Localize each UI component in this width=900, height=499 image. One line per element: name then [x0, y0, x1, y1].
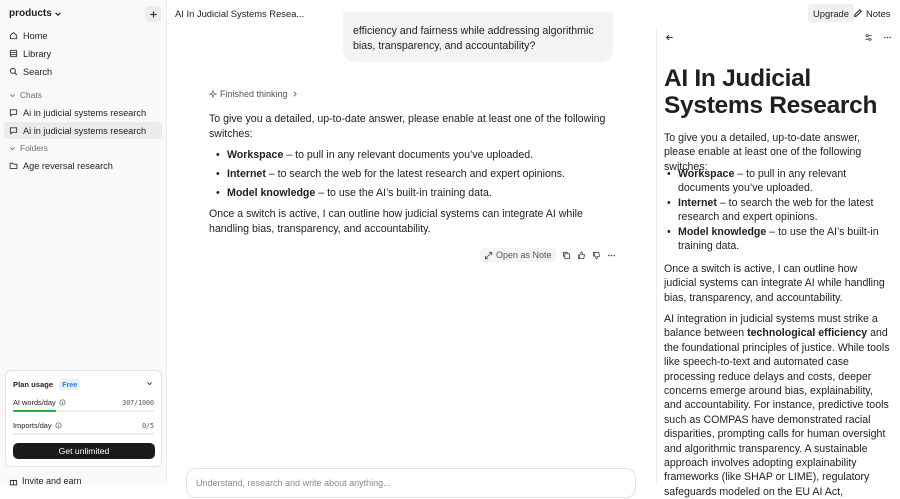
sidebar-item-label: Search: [23, 66, 53, 77]
chat-item[interactable]: [4, 104, 162, 121]
thumbs-up-icon[interactable]: [577, 251, 586, 260]
chats-section-header[interactable]: Chats: [9, 90, 42, 100]
workspace-name: products: [9, 8, 52, 19]
sidebar-item-label: Home: [23, 30, 48, 41]
plan-usage-header: Plan usage Free: [13, 379, 80, 390]
more-icon[interactable]: [607, 251, 616, 260]
finished-thinking-toggle[interactable]: Finished thinking: [209, 89, 299, 99]
chevron-down-icon: [54, 10, 62, 18]
new-chat-button[interactable]: [145, 6, 161, 22]
note-list-item: • Workspace – to pull in any relevant documents you’ve uploaded.: [678, 167, 892, 196]
imports-usage-count: 0/5: [142, 422, 154, 430]
upgrade-button[interactable]: Upgrade: [808, 4, 854, 22]
sidebar-item-library[interactable]: [4, 45, 162, 62]
expand-icon: [484, 251, 493, 260]
sidebar-item-label: Library: [23, 48, 52, 59]
chevron-down-icon[interactable]: [146, 380, 153, 387]
sidebar-item-search[interactable]: [4, 63, 162, 80]
plan-usage-card: [5, 370, 162, 467]
imports-usage-label: Imports/day: [13, 421, 62, 430]
plus-icon: [149, 10, 158, 19]
answer-intro: To give you a detailed, up-to-date answer, please enable at least one of the following switches:: [209, 113, 606, 140]
message-actions: [480, 248, 616, 262]
more-icon[interactable]: [883, 33, 892, 42]
pencil-icon: [853, 8, 863, 18]
thumbs-down-icon[interactable]: [592, 251, 601, 260]
info-icon[interactable]: [59, 399, 66, 406]
words-usage-label: AI words/day: [13, 398, 66, 407]
folder-item-label: Age reversal research: [23, 160, 113, 171]
workspace-switcher[interactable]: [9, 8, 62, 19]
chat-icon: [9, 108, 18, 117]
sidebar-item-home[interactable]: [4, 27, 162, 44]
chat-composer-input[interactable]: Understand, research and write about anything...: [186, 468, 636, 498]
back-arrow-icon[interactable]: [665, 33, 674, 42]
search-icon: [9, 67, 18, 76]
note-intro: To give you a detailed, up-to-date answer, please enable at least one of the following switches:: [664, 132, 862, 173]
settings-sliders-icon[interactable]: [864, 33, 873, 42]
sidebar-header: [0, 0, 167, 27]
get-unlimited-button[interactable]: Get unlimited: [13, 443, 155, 459]
imports-usage-bar: [13, 433, 154, 435]
chat-item-active[interactable]: [4, 122, 162, 139]
words-usage-fill: [13, 410, 56, 412]
folder-item[interactable]: [4, 157, 162, 174]
sidebar: [0, 0, 167, 484]
user-message-bubble: efficiency and fairness while addressing algorithmic bias, transparency, and accountability?: [343, 12, 613, 62]
answer-list-item: • Workspace – to pull in any relevant documents you’ve uploaded.: [227, 148, 533, 163]
library-icon: [9, 49, 18, 58]
answer-outro: Once a switch is active, I can outline how judicial systems can integrate AI while handling bias, transparency, and accountability.: [209, 208, 583, 235]
folder-icon: [9, 161, 18, 170]
note-list-item: • Internet – to search the web for the latest research and expert opinions.: [678, 196, 892, 225]
folders-section-header[interactable]: Folders: [9, 143, 48, 153]
chat-item-label: Ai in judicial systems research: [23, 125, 147, 136]
chat-icon: [9, 126, 18, 135]
copy-icon[interactable]: [562, 251, 571, 260]
chevron-down-icon: [9, 92, 16, 99]
home-icon: [9, 31, 18, 40]
note-outro: Once a switch is active, I can outline how judicial systems can integrate AI while handling bias, transparency, and accountability.: [664, 263, 885, 304]
invite-and-earn-link[interactable]: Invite and earn: [9, 476, 82, 486]
notes-button[interactable]: Notes: [853, 4, 891, 22]
chevron-right-icon: [291, 90, 299, 98]
info-icon[interactable]: [55, 422, 62, 429]
note-title: AI In Judicial Systems Research: [664, 65, 878, 119]
chevron-down-icon: [9, 145, 16, 152]
words-usage-count: 307/1000: [122, 399, 154, 407]
answer-list-item: • Internet – to search the web for the latest research and expert opinions.: [227, 167, 565, 182]
plan-badge: Free: [59, 379, 80, 390]
answer-list-item: • Model knowledge – to use the AI’s built-in training data.: [227, 186, 492, 201]
chat-main: [167, 0, 656, 488]
chat-item-label: Ai in judicial systems research: [23, 107, 147, 118]
document-title[interactable]: AI In Judicial Systems Resea...: [175, 8, 305, 19]
note-list: [678, 167, 892, 253]
words-usage-bar: [13, 410, 154, 412]
open-as-note-button[interactable]: Open as Note: [480, 248, 556, 262]
note-panel: [656, 27, 900, 498]
note-body: AI integration in judicial systems must strike a balance between technological efficiency and the foundational principles of justice. While tools like speech-to-text and automated case processing reduce delays and costs, deeper concerns emerge around bias, explainability, and accountability. For instance, predictive tools such as COMPAS have demonstrated racial disparities, prompting calls for human oversight and algorithmic transparency. A sustainable approach involves adopting explainability frameworks (like SHAP or LIME), regulatory safeguards modeled on the EU AI Act,: [664, 313, 890, 498]
sparkle-icon: [209, 90, 217, 98]
note-list-item: • Model knowledge – to use the AI’s built-in training data.: [678, 225, 892, 254]
gift-icon: [9, 477, 18, 486]
